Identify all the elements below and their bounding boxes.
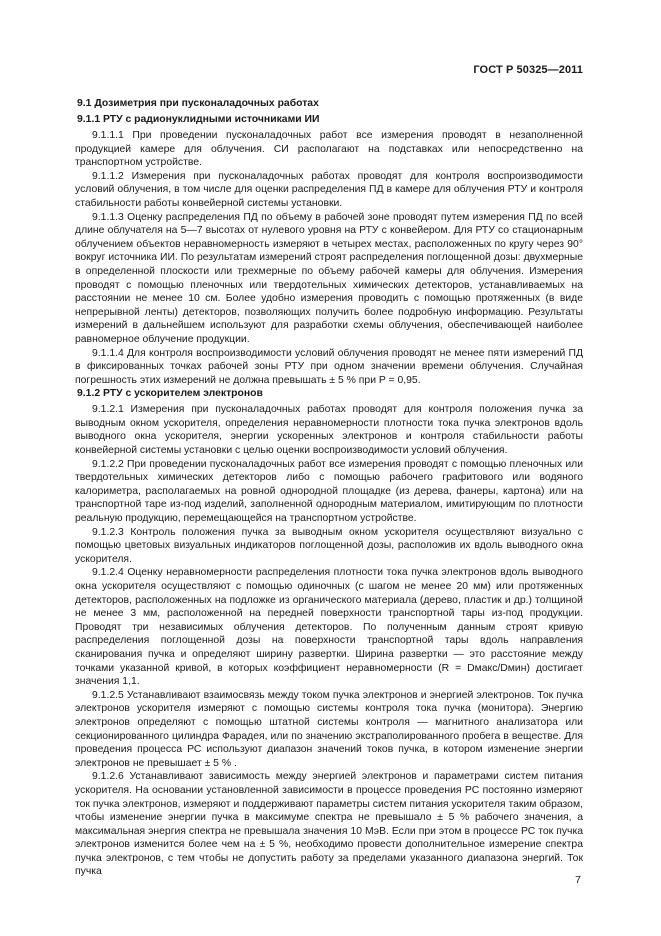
paragraph-9-1-2-4: 9.1.2.4 Оценку неравномерности распределения плотности тока пучка электронов вдоль выводного окна ускорителя осуществляют с помощью одиночных (с шагом не менее 20 мм) или протяженных детекторов, расположенных на подложке из органического материала (дерево, пластик и др.) толщиной не менее 3 мм, расположенной на передней поверхности транспортной тары из-под продукции. Проводят три независимых облучения детекторов. По полученным данным строят кривую распределения поглощенной дозы на поверхности транспортной тары вдоль направления сканирования пучка и определяют ширину развертки. Ширина развертки — это расстояние между точками указанной кривой, в которых коэффициент неравномерности (R = Dмакс/Dмин) достигает значения 1,1. bbox=[75, 567, 583, 688]
document-body bbox=[75, 97, 583, 879]
paragraph-9-1-2-6: 9.1.2.6 Устанавливают зависимость между энергией электронов и параметрами систем питания ускорителя. На основании установленной зависимости в процессе проведения РС постоянно измеряют ток пучка электронов, измеряют и поддерживают параметры систем питания ускорителя таким образом, чтобы изменение энергии пучка в максимуме спектра не превышало ± 5 % рабочего значения, а максимальная энергия спектра не превышала значения 10 МэВ. Если при этом в процессе РС ток пучка электронов изменится более чем на ± 5 %, необходимо провести дополнительное измерение спектра пучка электронов, с тем чтобы не допустить работу за пределами указанного диапазона энергий. Ток пучка bbox=[75, 771, 583, 878]
paragraph-9-1-1-1: 9.1.1.1 При проведении пусконаладочных работ все измерения проводят в незаполненной продукцией камере для облучения. СИ располагают на подставках или непосредственно на транспортном устройстве. bbox=[75, 130, 583, 169]
paragraph-9-1-2-1: 9.1.2.1 Измерения при пусконаладочных работах проводят для контроля положения пучка за выводным окном ускорителя, определения неравномерности плотности тока пучка электронов вдоль выводного окна ускорителя, энергии ускоренных электронов и контроля стабильности работы конвейерной системы установки с целью оценки воспроизводимости условий облучения. bbox=[75, 404, 583, 457]
section-heading-9-1: 9.1 Дозиметрия при пусконаладочных работах bbox=[77, 98, 319, 109]
paragraph-9-1-1-4: 9.1.1.4 Для контроля воспроизводимости условий облучения проводят не менее пяти измерений ПД в фиксированных точках рабочей зоны РТУ при одном значении времени облучения. Случайная погрешность этих измерений не должна превышать ± 5 % при P = 0,95. bbox=[75, 347, 583, 386]
paragraph-9-1-2-2: 9.1.2.2 При проведении пусконаладочных работ все измерения проводят с помощью пленочных или твердотельных химических детекторов либо с помощью рабочего графитового или водяного калориметра, располагаемых на ровной однородной площадке (из дерева, фанеры, картона) или на транспортной таре из-под изделий, заполненной однородным материалом, имитирующим по плотности реальную продукцию, перемещающейся на транспортном устройстве. bbox=[75, 458, 583, 525]
paragraph-9-1-1-3: 9.1.1.3 Оценку распределения ПД по объему в рабочей зоне проводят путем измерения ПД по всей длине облучателя на 5—7 высотах от нулевого уровня на РТУ с конвейером. Для РТУ со стационарным облучением объектов неравномерность измеряют в четырех местах, расположенных по кругу через 90° вокруг источника ИИ. По результатам измерений строят распределения поглощенной дозы: двухмерные в определенной плоскости или трехмерные по объему рабочей камеры для облучения. Измерения проводят с помощью пленочных или твердотельных химических детекторов, устанавливаемых на расстоянии не менее 10 см. Более удобно измерения проводить с помощью протяженных (в виде непрерывной ленты) детекторов, позволяющих получить более подробную информацию. Результаты измерений в дальнейшем используют для разработки схемы облучения, обеспечивающей наиболее равномерное облучение продукции. bbox=[75, 211, 583, 345]
subsection-heading-9-1-2: 9.1.2 РТУ с ускорителем электронов bbox=[77, 388, 263, 400]
standard-header: ГОСТ Р 50325—2011 bbox=[473, 64, 583, 76]
paragraph-9-1-2-3: 9.1.2.3 Контроль положения пучка за выводным окном ускорителя осуществляют визуально с помощью цветовых визуальных индикаторов поглощенной дозы, расположив их вдоль выводного окна ускорителя. bbox=[75, 526, 583, 565]
paragraph-9-1-1-2: 9.1.1.2 Измерения при пусконаладочных работах проводят для контроля воспроизводимости условий облучения, в том числе для оценки распределения ПД в камере для облучения РТУ и контроля стабильности работы конвейерной системы установки. bbox=[75, 170, 583, 209]
subsection-heading-9-1-1: 9.1.1 РТУ с радионуклидными источниками ИИ bbox=[77, 114, 320, 125]
paragraph-9-1-2-5: 9.1.2.5 Устанавливают взаимосвязь между током пучка электронов и энергией электронов. Ток пучка электронов ускорителя измеряют с помощью системы контроля тока пучка (монитора). Энергию электронов определяют с помощью штатной системы контроля — магнитного анализатора или секционированного цилиндра Фарадея, или по значению экстраполированного пробега в веществе. Для проведения процесса РС используют диапазон значений токов пучка, в котором изменение энергии электронов не превышает ± 5 % . bbox=[75, 689, 583, 769]
page-number: 7 bbox=[575, 874, 581, 886]
